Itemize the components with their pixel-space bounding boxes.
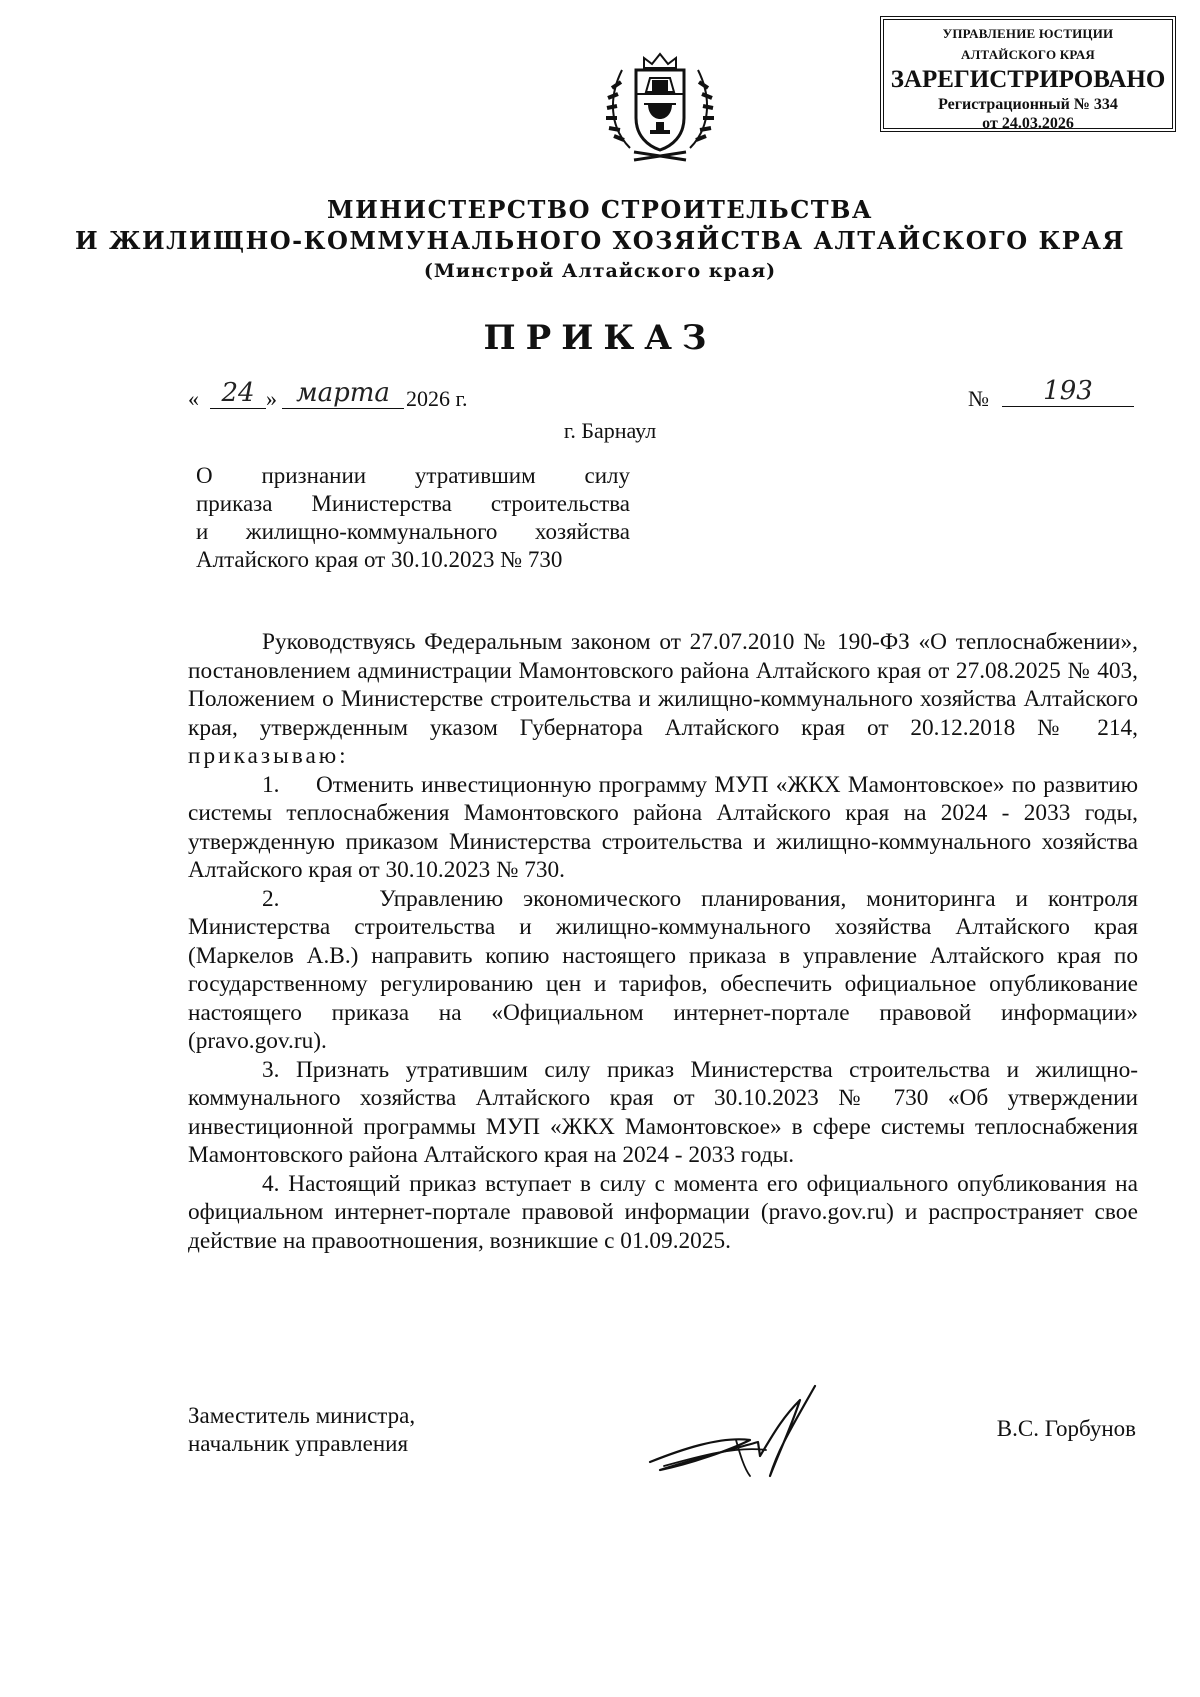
subject-line: О признании утратившим силу xyxy=(196,463,630,488)
date-year: 2026 г. xyxy=(406,386,468,411)
date-quote-open: « xyxy=(188,386,199,411)
stamp-dept-line1: УПРАВЛЕНИЕ ЮСТИЦИИ xyxy=(942,26,1114,41)
document-body xyxy=(188,628,1144,1255)
subject-line: приказа Министерства строительства xyxy=(196,491,630,516)
order-word: приказываю: xyxy=(188,743,349,769)
order-item-1: 1. Отменить инвестиционную программу МУП «ЖКХ Мамонтовское» по развитию системы теплоснабжения Мамонтовского района Алтайского края на 2024 - 2033 годы, утвержденную приказом Министерства строительства и жилищно-коммунального хозяйства Алтайского края от 30.10.2023 № 730. xyxy=(188,771,1144,883)
number-sign: № xyxy=(968,386,989,411)
document-type-title: ПРИКАЗ xyxy=(483,318,717,358)
stamp-status: ЗАРЕГИСТРИРОВАНО xyxy=(890,66,1166,93)
ministry-short-name: (Минстрой Алтайского края) xyxy=(423,260,777,282)
subject-line: Алтайского края от 30.10.2023 № 730 xyxy=(196,547,563,572)
date-month: марта xyxy=(282,378,404,409)
ministry-name-line2: И ЖИЛИЩНО-КОММУНАЛЬНОГО ХОЗЯЙСТВА АЛТАЙСКОГО КРАЯ xyxy=(74,226,1126,255)
stamp-reg-date: от 24.03.2026 xyxy=(982,115,1074,132)
stamp-reg-number: Регистрационный № 334 xyxy=(938,96,1118,113)
order-item-2: 2. Управлению экономического планирования, мониторинга и контроля Министерства строительства и жилищно-коммунального хозяйства Алтайского края (Маркелов А.В.) направить копию настоящего приказа в управление Алтайского края по государственному регулированию цен и тарифов, обеспечить официальное опубликование настоящего приказа на «Официальном интернет-портале правовой информации» (pravo.gov.ru). xyxy=(188,885,1144,1054)
subject-line: и жилищно-коммунального хозяйства xyxy=(196,519,630,544)
handwritten-signature xyxy=(640,1380,840,1492)
date-day: 24 xyxy=(210,378,266,409)
preamble-paragraph xyxy=(188,628,1138,771)
order-item-3: 3. Признать утратившим силу приказ Министерства строительства и жилищно-коммунального хозяйства Алтайского края от 30.10.2023 № 730 «Об утверждении инвестиционной программы МУП «ЖКХ Мамонтовское» в сфере системы теплоснабжения Мамонтовского района Алтайского края на 2024 - 2033 годы. xyxy=(188,1056,1138,1168)
registration-stamp xyxy=(880,16,1176,132)
preamble-text: Руководствуясь Федеральным законом от 27.07.2010 № 190-ФЗ «О теплоснабжении», постановлением администрации Мамонтовского района Алтайского края от 27.08.2025 № 403, Положением о Министерстве строительства и жилищно-коммунального хозяйства Алтайского края, утвержденным указом Губернатора Алтайского края от 20.12.2018 № 214, xyxy=(188,629,1138,741)
signatory-position-line2: начальник управления xyxy=(188,1431,409,1456)
signatory-name: В.С. Горбунов xyxy=(996,1416,1136,1441)
order-item-4: 4. Настоящий приказ вступает в силу с момента его официального опубликования на официальном интернет-портале правовой информации (pravo.gov.ru) и распространяет свое действие на правоотношения, возникшие с 01.09.2025. xyxy=(188,1170,1138,1254)
document-subject xyxy=(196,462,630,574)
ministry-name-line1: МИНИСТЕРСТВО СТРОИТЕЛЬСТВА xyxy=(327,195,873,224)
signatory-position-line1: Заместитель министра, xyxy=(188,1403,416,1428)
signatory-position xyxy=(188,1402,415,1458)
city: г. Барнаул xyxy=(563,418,657,443)
date-quote-close: » xyxy=(266,386,277,411)
document-number: 193 xyxy=(1002,376,1134,407)
stamp-dept-line2: АЛТАЙСКОГО КРАЯ xyxy=(961,47,1095,62)
coat-of-arms-icon xyxy=(600,48,720,168)
